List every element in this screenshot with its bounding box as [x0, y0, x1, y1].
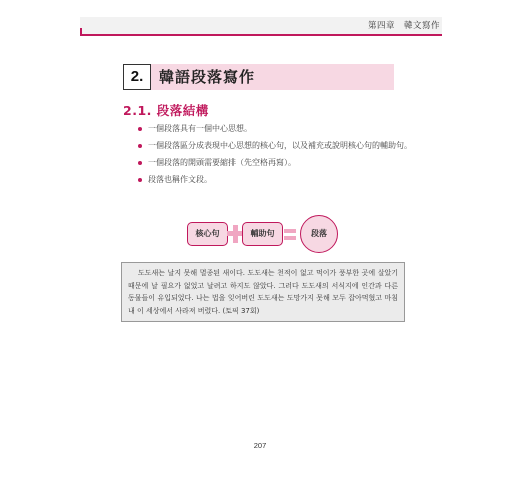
example-box	[121, 262, 405, 322]
paragraph-circle: 段落	[300, 215, 338, 253]
header-rule	[80, 34, 442, 36]
list-item-text: 一個段落具有一個中心思想。	[148, 124, 252, 133]
bullet-dot-icon	[138, 144, 142, 148]
list-item	[138, 122, 413, 136]
chapter-title-bar	[123, 64, 394, 90]
chapter-title: 韓語段落寫作	[159, 68, 256, 86]
page-number: 207	[253, 441, 267, 450]
bullet-dot-icon	[138, 127, 142, 131]
section-title: 2.1. 段落結構	[123, 103, 209, 118]
example-text: 도도새는 날지 못해 멸종된 새이다. 도도새는 천적이 없고 먹이가 풍부한 곳에 살았기 때문에 날 필요가 없었고 날려고 하지도 않았다. 그러다 도도새의 서식지에 인간과 다른 동물들이 유입되었다. 나는 법을 잊어버린 도도새는 도망가지 못해 모두 잡아먹혔고 마침내 이 세상에서 사라져 버렸다. (토픽 37회)	[128, 269, 398, 315]
list-item-text: 一個段落區分成表現中心思想的核心句，以及補充或說明核心句的輔助句。	[148, 141, 412, 150]
running-header: 第四章 韓文寫作	[367, 21, 440, 31]
list-item	[138, 173, 413, 187]
equals-icon-bar	[284, 236, 296, 240]
list-item-text: 段落也稱作文段。	[148, 175, 212, 184]
core-sentence-box: 核心句	[187, 222, 228, 246]
equals-icon	[284, 229, 296, 233]
list-item	[138, 139, 413, 153]
bullet-dot-icon	[138, 161, 142, 165]
list-item-text: 一個段落的開頭需要縮排（先空格再寫）。	[148, 158, 296, 167]
list-item	[138, 156, 413, 170]
chapter-number: 2.	[123, 64, 151, 90]
support-sentence-box: 輔助句	[242, 222, 283, 246]
bullet-list	[138, 122, 413, 190]
bullet-dot-icon	[138, 178, 142, 182]
